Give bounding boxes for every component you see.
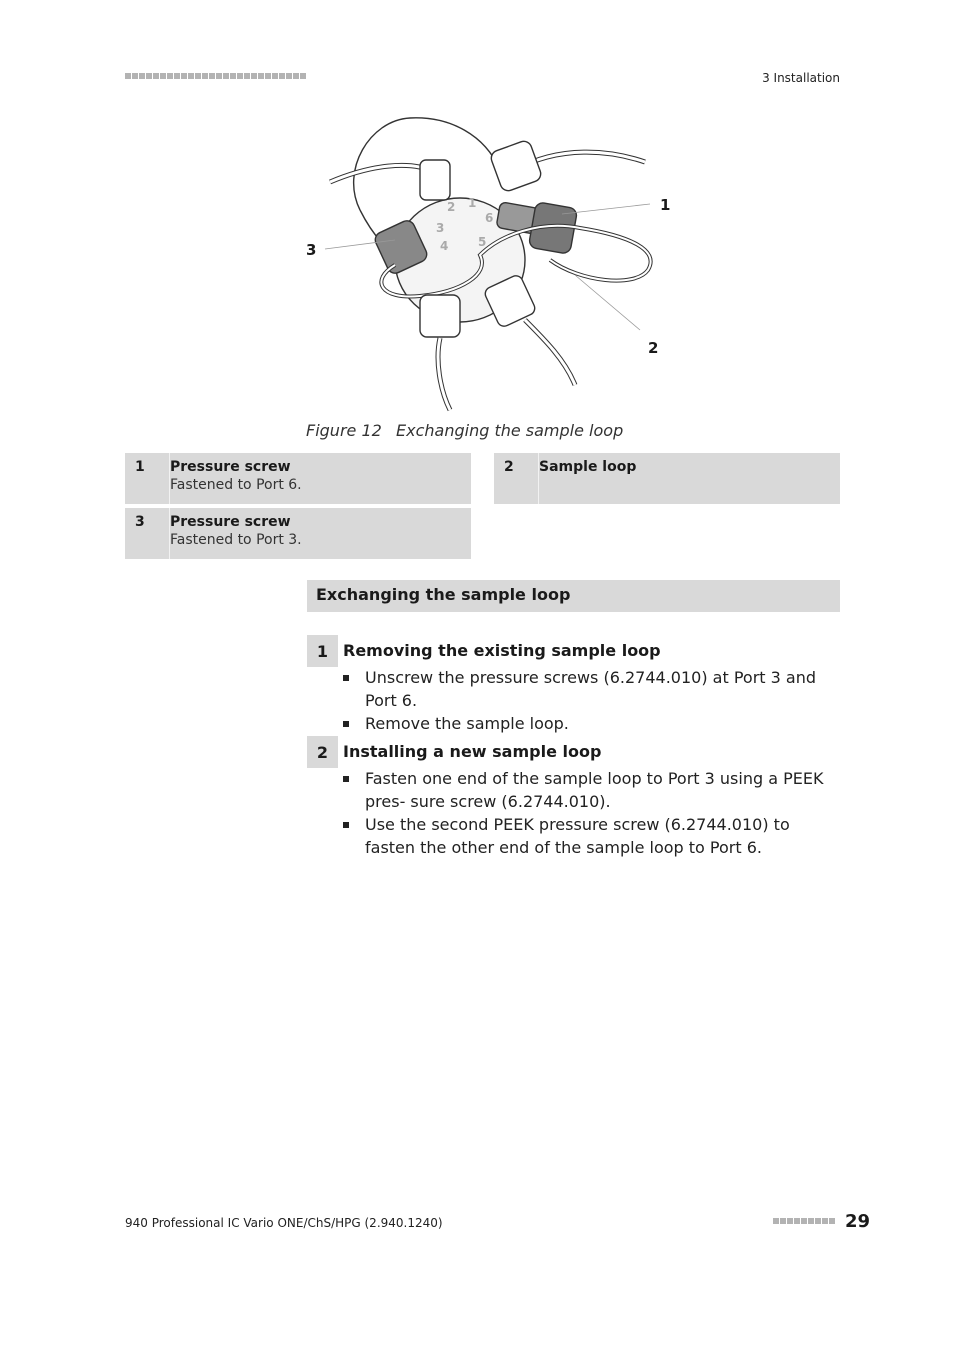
figure-number: Figure 12 bbox=[306, 421, 382, 440]
figure-illustration bbox=[300, 110, 680, 420]
legend-title: Pressure screw bbox=[170, 514, 291, 530]
legend-title: Pressure screw bbox=[170, 459, 291, 475]
port-label: 2 bbox=[447, 200, 456, 214]
bullet-item: Unscrew the pressure screws (6.2744.010) at Port 3 and Port 6. bbox=[341, 666, 831, 712]
callout-3: 3 bbox=[306, 241, 317, 259]
legend-description: Fastened to Port 3. bbox=[170, 532, 302, 548]
figure-caption-text: Exchanging the sample loop bbox=[396, 421, 624, 440]
bullet-item: Fasten one end of the sample loop to Port 3 using a PEEK pres- sure screw (6.2744.010). bbox=[341, 767, 831, 813]
legend-number: 1 bbox=[125, 453, 170, 504]
step-bullets bbox=[341, 767, 831, 859]
legend-number: 3 bbox=[125, 508, 170, 559]
legend-item bbox=[125, 508, 471, 559]
port-label: 3 bbox=[436, 221, 445, 235]
bullet-item: Remove the sample loop. bbox=[341, 712, 831, 735]
legend-description: Fastened to Port 6. bbox=[170, 477, 302, 493]
step-number: 2 bbox=[307, 736, 338, 768]
port-label: 1 bbox=[468, 196, 477, 210]
callout-1: 1 bbox=[660, 196, 671, 214]
header-decoration bbox=[125, 73, 306, 79]
step-title: Installing a new sample loop bbox=[343, 742, 602, 761]
port-label: 5 bbox=[478, 235, 487, 249]
footer-decoration bbox=[773, 1218, 835, 1224]
header-section: 3 Installation bbox=[762, 71, 840, 85]
step-bullets bbox=[341, 666, 831, 735]
procedure-title: Exchanging the sample loop bbox=[307, 580, 840, 612]
footer-product: 940 Professional IC Vario ONE/ChS/HPG (2.940.1240) bbox=[125, 1216, 443, 1230]
bullet-item: Use the second PEEK pressure screw (6.2744.010) to fasten the other end of the sample loop to Port 6. bbox=[341, 813, 831, 859]
figure-caption bbox=[306, 421, 623, 440]
page-number: 29 bbox=[845, 1211, 871, 1232]
legend-item bbox=[494, 453, 840, 504]
port-label: 6 bbox=[485, 211, 494, 225]
legend-item bbox=[125, 453, 471, 504]
callout-2: 2 bbox=[648, 339, 659, 357]
port-label: 4 bbox=[440, 239, 449, 253]
step-number: 1 bbox=[307, 635, 338, 667]
legend-number: 2 bbox=[494, 453, 539, 504]
legend-title: Sample loop bbox=[539, 459, 637, 475]
step-title: Removing the existing sample loop bbox=[343, 641, 661, 660]
